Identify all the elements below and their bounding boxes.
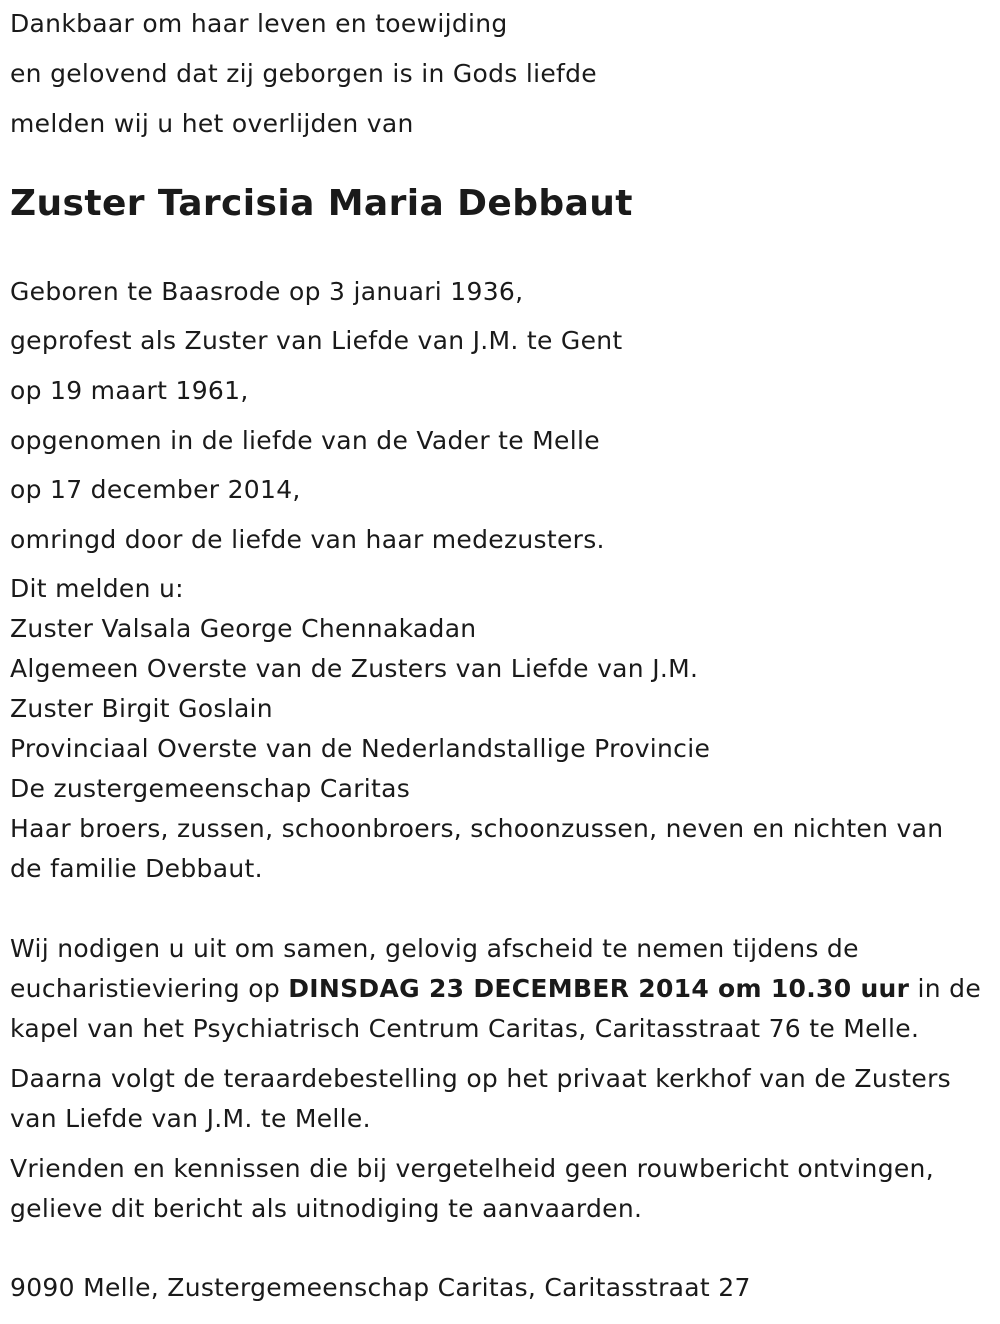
biography-line: Geboren te Baasrode op 3 januari 1936, [10,277,524,306]
burial-line: Daarna volgt de teraardebestelling op het privaat kerkhof van de Zusters [10,1064,951,1093]
intro-line: Dankbaar om haar leven en toewijding [10,9,508,38]
announcer-line: de familie Debbaut. [10,854,263,883]
biography-line: op 17 december 2014, [10,475,301,504]
invitation-line: kapel van het Psychiatrisch Centrum Caritas, Caritasstraat 76 te Melle. [10,1014,920,1043]
announcer-line: Zuster Birgit Goslain [10,694,273,723]
notice-line: Vrienden en kennissen die bij vergetelheid geen rouwbericht ontvingen, [10,1154,934,1183]
announcer-line: Provinciaal Overste van de Nederlandstallige Provincie [10,734,711,763]
intro-line: melden wij u het overlijden van [10,109,414,138]
notice-line: gelieve dit bericht als uitnodiging te aanvaarden. [10,1194,643,1223]
biography-line: geprofest als Zuster van Liefde van J.M. te Gent [10,326,623,355]
deceased-name: Zuster Tarcisia Maria Debbaut [10,183,633,224]
burial-line: van Liefde van J.M. te Melle. [10,1104,371,1133]
biography-line: opgenomen in de liefde van de Vader te Melle [10,426,600,455]
correspondence-address: 9090 Melle, Zustergemeenschap Caritas, Caritasstraat 27 [10,1273,751,1302]
biography-line: op 19 maart 1961, [10,376,249,405]
announcers-heading: Dit melden u: [10,574,184,603]
intro-line: en gelovend dat zij geborgen is in Gods liefde [10,59,597,88]
invitation-text: eucharistieviering op [10,974,289,1003]
invitation-line: Wij nodigen u uit om samen, gelovig afscheid te nemen tijdens de [10,934,859,963]
invitation-text: in de [909,974,982,1003]
biography-line: omringd door de liefde van haar medezusters. [10,525,605,554]
invitation-line [10,973,981,1005]
announcer-line: Haar broers, zussen, schoonbroers, schoonzussen, neven en nichten van [10,814,944,843]
service-date-time: DINSDAG 23 DECEMBER 2014 om 10.30 uur [288,974,910,1003]
announcer-line: Algemeen Overste van de Zusters van Liefde van J.M. [10,654,699,683]
announcer-line: Zuster Valsala George Chennakadan [10,614,477,643]
announcer-line: De zustergemeenschap Caritas [10,774,411,803]
